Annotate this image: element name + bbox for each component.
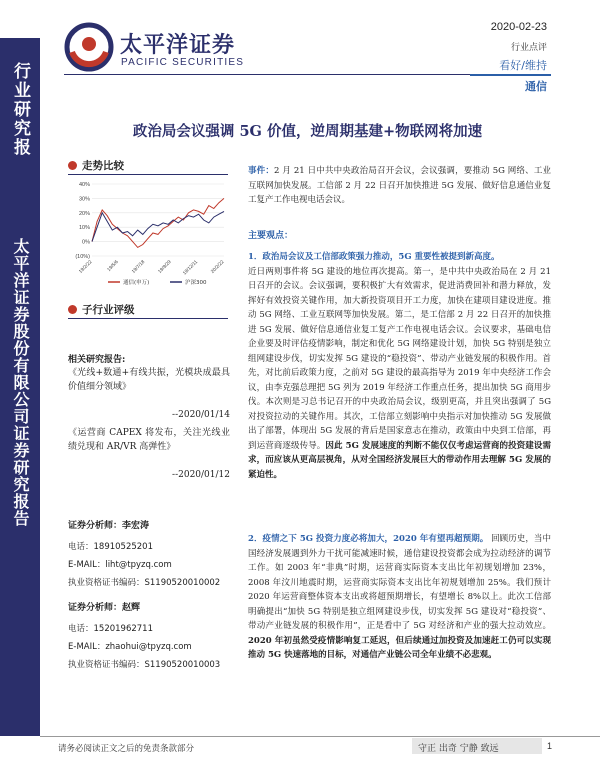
analyst-phone: 电话：18910525201: [68, 542, 153, 552]
footer-motto: 守正 出奇 宁静 致远: [418, 744, 499, 754]
point-1-conclusion: 因此 5G 发展速度的判断不能仅仅考虑运营商的投资建设需求，而应该从更高层视角，从对全国经济发展巨大的带动作用去理解 5G 发展的紧迫性。: [248, 440, 551, 480]
point-2-text: 回顾历史，当中国经济发展遇到外力干扰可能减速时候，通信建设投资都会成为拉动经济的调节工作。如 2003 年“非典”时期，运营商实际资本支出比年初规划增加 23%，2008 年汶川地震时期，运营商实际资本支出比年初规划增加 25%。我们预计 2020 年运营商整体资本支出或将超预期增长，有望增长 8%以上。此次工信部明确提出“加快 5G 特别是独立组网建设步伐，切实发挥 5G 建设对“稳投资”、带动产业链发展的积极作用”，正是看中了 5G 对经济和产业的强大拉动效应。: [248, 534, 552, 631]
chart-y-tick-label: 20%: [78, 210, 90, 217]
chart-legend-label: 沪深300: [185, 280, 207, 286]
chart-x-tick-label: 19/5/6: [106, 259, 120, 273]
brand-name-en: PACIFIC SECURITIES: [121, 57, 245, 68]
chart-x-tick-label: 19/7/18: [131, 259, 147, 275]
chart-x-tick-label: 19/9/29: [157, 259, 173, 275]
trend-chart-svg: [68, 178, 228, 290]
event-text: 2 月 21 日中共中央政治局召开会议，会议强调，要推动 5G 网络、工业互联网加快发展。工信部 2 月 22 日召开加快推进 5G 发展、做好信息通信业复工复产工作电视电话会议。: [248, 166, 551, 205]
chart-legend-label: 通信(申万): [123, 280, 150, 286]
analyst-phone: 电话：15201962711: [68, 624, 153, 634]
chart-x-tick-label: 19/2/22: [78, 259, 94, 275]
point-1-paragraph: [248, 250, 551, 482]
chart-y-tick-label: 10%: [78, 225, 90, 232]
trend-heading: 走势比较: [68, 158, 124, 173]
rating: 看好/维持: [499, 59, 547, 72]
header-rule-accent: [470, 74, 551, 76]
sub-rating-rule: [68, 318, 228, 319]
analyst-license: 执业资格证书编码：S1190520010002: [68, 578, 221, 588]
chart-y-tick-label: 40%: [78, 182, 90, 188]
related-item-date: --2020/01/12: [172, 470, 230, 480]
sub-rating-heading: 子行业评级: [68, 302, 135, 317]
brand-logo: [64, 22, 264, 80]
trend-rule: [68, 174, 228, 175]
chart-series-line: [92, 211, 224, 241]
chart-x-tick-label: 20/2/22: [210, 259, 226, 275]
point-2-paragraph: [248, 532, 551, 663]
chart-y-tick-label: (10%): [75, 254, 90, 260]
related-heading: 相关研究报告:: [68, 355, 126, 365]
industry: 通信: [525, 80, 547, 93]
page-number: 1: [547, 741, 553, 751]
related-item: 《运营商 CAPEX 将发布，关注光线业绩兑现和 AR/VR 高弹性》: [68, 428, 230, 452]
chart-x-tick-label: 19/12/11: [182, 259, 200, 277]
related-item-date: --2020/01/14: [172, 410, 230, 420]
footer-rule: [40, 736, 600, 737]
chart-y-tick-label: 0%: [82, 239, 90, 246]
brand-name-cn: 太平洋证券: [120, 33, 236, 58]
analyst-email: E-MAIL：zhaohui@tpyzq.com: [68, 642, 192, 652]
chart-y-tick-label: 30%: [78, 196, 90, 203]
chart-series-line: [92, 198, 224, 247]
report-title: 政治局会议强调 5G 价值，逆周期基建+物联网将加速: [132, 123, 483, 140]
main-points-heading: 主要观点：: [248, 231, 294, 241]
analyst-email: E-MAIL：liht@tpyzq.com: [68, 560, 172, 570]
point-2-conclusion: 2020 年初虽然受疫情影响复工延迟，但后续通过加投资及加速赶工仍可以实现推动 5G 快速落地的目标，对通信产业链公司全年业绩不必悲观。: [248, 635, 551, 660]
bullet-dot-icon: [68, 161, 77, 170]
related-item: 《光线+数通+有线共振，光模块成最具价值细分领域》: [68, 368, 230, 392]
analyst-name: 证券分析师：李宏涛: [68, 521, 150, 531]
report-type: 行业点评: [510, 43, 547, 53]
sidebar-label-report: 行业研究报: [10, 61, 30, 157]
footer-disclaimer: 请务必阅读正文之后的免责条款部分: [58, 744, 195, 754]
point-1-text: 近日两则事件将 5G 建设的地位再次提高。第一，是中共中央政治局在 2 月 21 日召开的会议。会议强调，要积极扩大有效需求，促进消费回补和潜力释放，发挥好有效投资关键作用，加大新投资项目开工力度，加快在建项目建设进度。推动 5G 网络、工业互联网等加快发展。第二，是工信部 2 月 22 日召开的加快推进 5G 发展、做好信息通信业复工复产工作电视电话会议。会议要求，基础电信企业要及时评估疫情影响，制定和优化 5G 网络建设计划，加快 5G 特别是独立组网建设步伐，切实发挥 5G 建设的“稳投资”、带动产业链发展的积极作用。首先，对比前后政策力度，之前对 5G 建设的最高指导为 2019 年中央经济工作会议，由李克强总理把 5G 列为 2019 年经济工作重点任务，提出加快 5G 商用步伐。本次则是习总书记召开的中央政治局会议，级别更高，并且突出强调了 5G 对投资拉动的关键作用。其次，工信部立刻影响中央指示对加快推动 5G 发展做出了部署，体现出 5G 发展的背后是国家意志在推动，政策由中央到工信部，再到运营商逐级传导。: [248, 266, 551, 451]
sidebar-band: [0, 38, 40, 736]
trend-chart: [68, 178, 228, 290]
event-label: 事件：: [248, 166, 275, 176]
point-1-heading: 1．政治局会议及工信部政策强力推动，5G 重要性被提到新高度。: [248, 252, 500, 262]
report-date: 2020-02-23: [490, 21, 547, 33]
logo-mark-icon: [64, 22, 114, 72]
bullet-dot-icon: [68, 305, 77, 314]
point-2-heading: 2．疫情之下 5G 投资力度必将加大，2020 年有望再超预期。: [248, 534, 489, 544]
event-paragraph: [248, 164, 551, 208]
analyst-license: 执业资格证书编码：S1190520010003: [68, 660, 221, 670]
analyst-name: 证券分析师：赵辉: [68, 603, 141, 613]
sidebar-label-company: 太平洋证券股份有限公司证券研究报告: [11, 237, 30, 527]
